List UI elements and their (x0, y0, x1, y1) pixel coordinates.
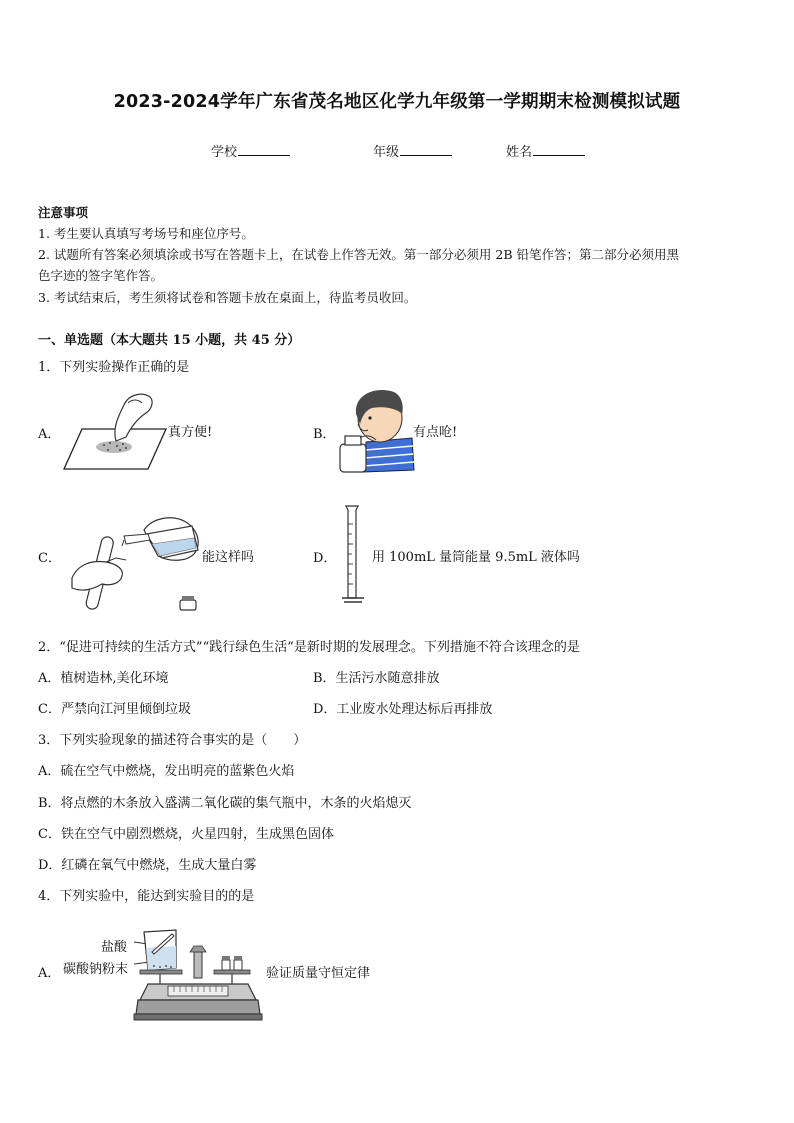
grade-label: 年级 (373, 145, 400, 160)
q1-option-c-letter[interactable]: C． (38, 551, 61, 566)
q2-option-c[interactable]: C．严禁向江河里倾倒垃圾 (38, 702, 191, 717)
question-4-stem: 4．下列实验中，能达到实验目的的是 (38, 889, 255, 904)
school-field[interactable] (211, 141, 290, 160)
section-heading: 一、单选题（本大题共 15 小题，共 45 分） (38, 333, 301, 348)
q1-option-b-caption: 有点呛! (413, 425, 458, 440)
balance-scale-icon (132, 922, 264, 1024)
notice-item-3: 3. 考试结束后，考生须将试卷和答题卡放在桌面上，待监考员收回。 (38, 290, 417, 305)
q3-option-a[interactable]: A．硫在空气中燃烧，发出明亮的蓝紫色火焰 (38, 764, 295, 779)
question-2-stem: 2．“促进可持续的生活方式”“践行绿色生活”是新时期的发展理念。下列措施不符合该理念的是 (38, 640, 580, 655)
q1-option-d-caption: 用 100mL 量筒能量 9.5mL 液体吗 (372, 550, 580, 565)
q1-option-a-letter[interactable]: A． (38, 427, 61, 442)
question-1-stem: 1．下列实验操作正确的是 (38, 360, 190, 375)
q4-label-carbonate: 碳酸钠粉末 (63, 962, 129, 977)
q1-option-d-letter[interactable]: D． (313, 551, 337, 566)
q3-option-d[interactable]: D．红磷在氧气中燃烧，生成大量白雾 (38, 858, 257, 873)
school-blank[interactable] (238, 142, 290, 156)
name-field[interactable] (506, 141, 585, 160)
q2-option-b[interactable]: B．生活污水随意排放 (313, 671, 440, 686)
q2-option-a[interactable]: A．植树造林,美化环境 (38, 671, 169, 686)
question-3-stem: 3．下列实验现象的描述符合事实的是（ ） (38, 733, 307, 748)
name-label: 姓名 (506, 145, 533, 160)
q4-option-a-letter[interactable]: A． (38, 966, 61, 981)
name-blank[interactable] (533, 142, 585, 156)
grade-field[interactable] (373, 141, 452, 160)
notice-heading: 注意事项 (38, 205, 89, 220)
q4-option-a-caption: 验证质量守恒定律 (266, 966, 371, 981)
q1-option-c-caption: 能这样吗 (202, 550, 255, 565)
pouring-liquid-icon (66, 500, 208, 618)
notice-item-2-cont: 色字迹的签字笔作答。 (38, 268, 164, 283)
q1-option-a-caption: 真方便! (168, 425, 213, 440)
graduated-cylinder-icon (338, 504, 368, 606)
boy-smelling-bottle-icon (336, 384, 416, 474)
q3-option-c[interactable]: C．铁在空气中剧烈燃烧，火星四射，生成黑色固体 (38, 827, 334, 842)
q2-option-d[interactable]: D．工业废水处理达标后再排放 (313, 702, 493, 717)
q4-label-acid: 盐酸 (101, 940, 128, 955)
notice-item-2: 2. 试题所有答案必须填涂或书写在答题卡上，在试卷上作答无效。第一部分必须用 2B 铅笔作答；第二部分必须用黑 (38, 247, 679, 262)
q1-option-b-letter[interactable]: B． (313, 427, 336, 442)
school-label: 学校 (211, 145, 238, 160)
page-title: 2023-2024学年广东省茂名地区化学九年级第一学期期末检测模拟试题 (113, 92, 681, 112)
hand-picking-solid-icon (62, 385, 170, 473)
q3-option-b[interactable]: B．将点燃的木条放入盛满二氧化碳的集气瓶中，木条的火焰熄灭 (38, 796, 412, 811)
notice-item-1: 1. 考生要认真填写考场号和座位序号。 (38, 226, 254, 241)
grade-blank[interactable] (400, 142, 452, 156)
